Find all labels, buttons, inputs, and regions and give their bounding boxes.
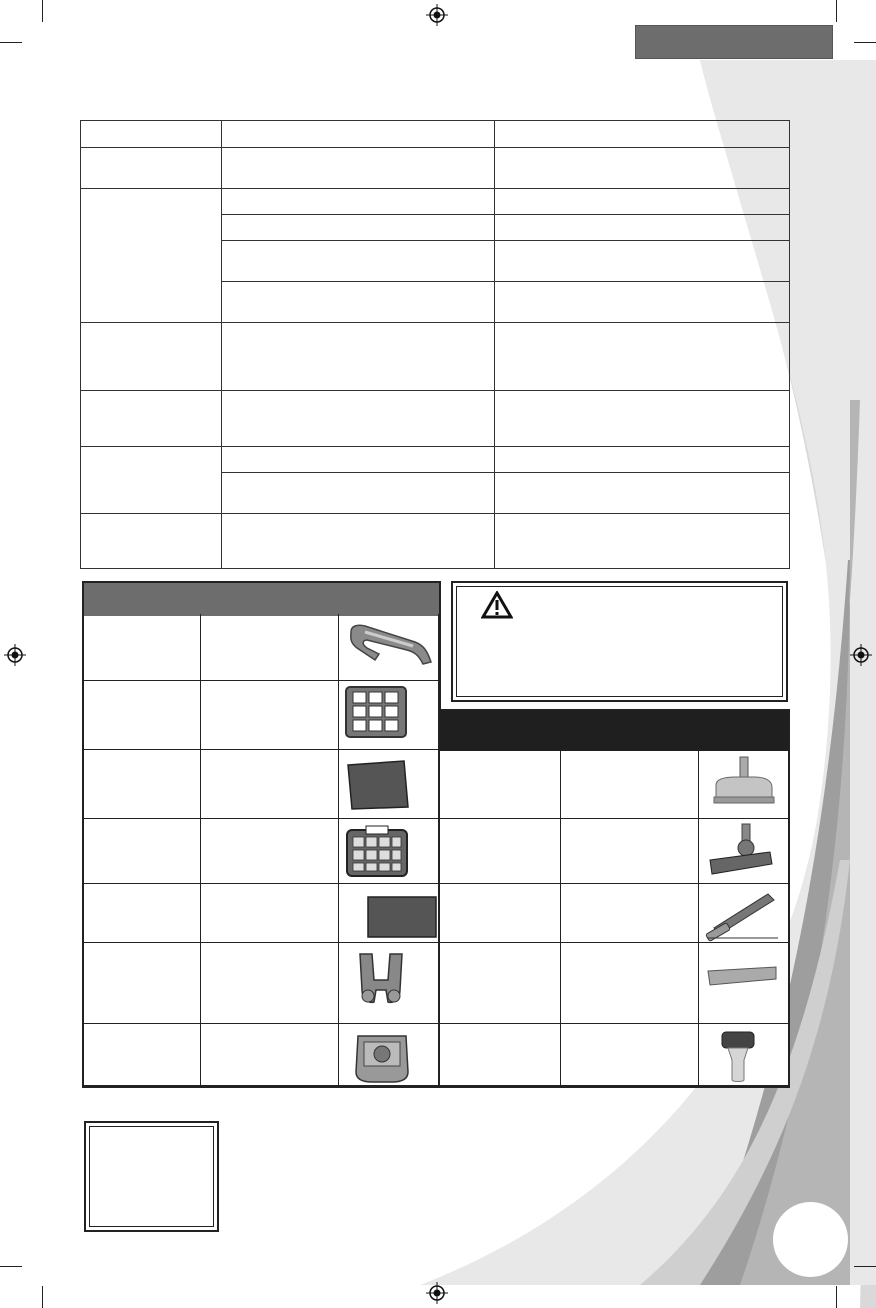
- registration-mark-icon: [426, 1282, 448, 1304]
- cause-cell: [221, 282, 495, 323]
- dirt-cup-icon: [352, 1030, 412, 1084]
- part-name-cell: [84, 614, 201, 681]
- accessory-number-cell: [561, 1024, 699, 1086]
- solution-cell: [495, 282, 790, 323]
- part-name-cell: [84, 1024, 201, 1086]
- accessory-name-cell: [440, 884, 561, 943]
- extension-wand-icon: [702, 890, 778, 942]
- cause-cell: [221, 241, 495, 282]
- wand-bracket-icon: [350, 950, 410, 1008]
- accessory-name-cell: [440, 1024, 561, 1086]
- solution-cell: [495, 514, 790, 569]
- table-row: [81, 148, 790, 189]
- part-number-cell: [201, 1024, 339, 1086]
- table-cell: [81, 121, 222, 148]
- solution-cell: [495, 447, 790, 473]
- crop-mark: [0, 42, 22, 43]
- cause-cell: [221, 215, 495, 241]
- handle-icon: [345, 618, 435, 670]
- cause-cell: [221, 447, 495, 473]
- crop-mark: [854, 42, 876, 43]
- table-row: [81, 514, 790, 569]
- table-row: [81, 189, 790, 215]
- solution-cell: [495, 148, 790, 189]
- cause-cell: [221, 189, 495, 215]
- section-header-bar: [635, 25, 833, 59]
- cause-cell: [221, 148, 495, 189]
- column-divider: [438, 709, 440, 1088]
- problem-cell: [81, 447, 222, 514]
- part-number-cell: [201, 681, 339, 750]
- problem-cell: [81, 514, 222, 569]
- floor-tool-icon: [710, 755, 776, 809]
- foam-filter-icon: [344, 759, 412, 811]
- accessory-number-cell: [561, 943, 699, 1024]
- part-number-cell: [201, 750, 339, 819]
- problem-cell: [81, 189, 222, 323]
- crevice-tool-icon: [706, 963, 778, 991]
- registration-mark-icon: [4, 644, 26, 666]
- accessories-title: [440, 711, 788, 751]
- table-cell: [221, 121, 495, 148]
- problem-cell: [81, 148, 222, 189]
- dusting-brush-icon: [718, 1030, 758, 1084]
- part-name-cell: [84, 681, 201, 750]
- turbo-brush-icon: [706, 822, 774, 880]
- felt-filter-icon: [366, 895, 438, 939]
- cause-cell: [221, 514, 495, 569]
- page-number-badge: [773, 1202, 848, 1277]
- crop-mark: [836, 1286, 837, 1308]
- part-number-cell: [201, 614, 339, 681]
- solution-cell: [495, 323, 790, 391]
- part-name-cell: [84, 943, 201, 1024]
- solution-cell: [495, 241, 790, 282]
- note-box: [84, 1121, 219, 1232]
- registration-mark-icon: [850, 644, 872, 666]
- cause-cell: [221, 391, 495, 447]
- solution-cell: [495, 189, 790, 215]
- cause-cell: [221, 473, 495, 514]
- accessory-name-cell: [440, 819, 561, 884]
- table-header-row: [81, 121, 790, 148]
- accessory-number-cell: [561, 884, 699, 943]
- problem-cell: [81, 323, 222, 391]
- replacement-parts-title: [84, 583, 439, 616]
- hepa-filter-icon: [343, 684, 409, 740]
- table-row: [81, 323, 790, 391]
- solution-cell: [495, 215, 790, 241]
- part-name-cell: [84, 884, 201, 943]
- accessory-number-cell: [561, 819, 699, 884]
- part-name-cell: [84, 819, 201, 884]
- registration-mark-icon: [426, 4, 448, 26]
- table-cell: [495, 121, 790, 148]
- part-name-cell: [84, 750, 201, 819]
- part-number-cell: [201, 884, 339, 943]
- crop-mark: [42, 0, 43, 22]
- part-number-cell: [201, 819, 339, 884]
- table-row: [81, 391, 790, 447]
- part-number-cell: [201, 943, 339, 1024]
- solution-cell: [495, 391, 790, 447]
- crop-mark: [854, 1266, 876, 1267]
- troubleshooting-table: [80, 120, 790, 569]
- warning-triangle-icon: [481, 591, 513, 619]
- accessory-name-cell: [440, 943, 561, 1024]
- warning-box: [451, 581, 788, 702]
- problem-cell: [81, 391, 222, 447]
- accessory-name-cell: [440, 750, 561, 819]
- accessory-number-cell: [561, 750, 699, 819]
- crop-mark: [0, 1266, 22, 1267]
- crop-mark: [836, 0, 837, 22]
- solution-cell: [495, 473, 790, 514]
- filter-frame-icon: [344, 824, 410, 880]
- note-box-inner: [89, 1126, 214, 1227]
- crop-mark: [42, 1286, 43, 1308]
- table-row: [81, 447, 790, 473]
- cause-cell: [221, 323, 495, 391]
